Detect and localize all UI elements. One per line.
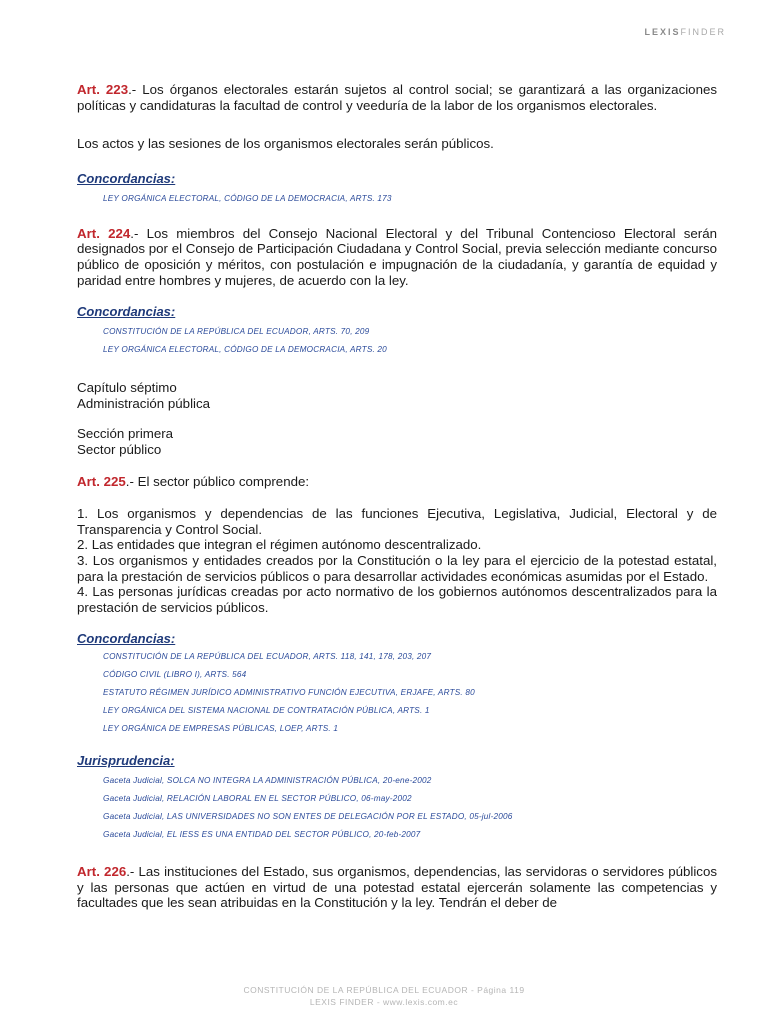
concordancia-link[interactable]: LEY ORGÁNICA ELECTORAL, CÓDIGO DE LA DEMOCRACIA, ARTS. 173: [103, 193, 392, 203]
list-item: 3. Los organismos y entidades creados por la Constitución o la ley para el ejercicio de la potestad estatal, para la prestación de servicios públicos o para desarrollar actividades económicas asumidas por el Estado.: [77, 552, 717, 584]
article-223-paragraph: Los actos y las sesiones de los organismos electorales serán públicos.: [77, 136, 494, 152]
concordancia-link[interactable]: LEY ORGÁNICA ELECTORAL, CÓDIGO DE LA DEMOCRACIA, ARTS. 20: [103, 345, 387, 355]
article-223: Art. 223.- Los órganos electorales estarán sujetos al control social; se garantizará a las organizaciones políticas y candidaturas la facultad de control y veeduría de la labor de los organismos electorales.: [77, 82, 718, 113]
list-item: 2. Las entidades que integran el régimen autónomo descentralizado.: [77, 537, 482, 553]
brand-logo: LEXISFINDER: [644, 27, 726, 37]
section-title: Sección primera: [77, 426, 174, 442]
page-footer: [0, 984, 768, 1008]
concordancia-link[interactable]: LEY ORGÁNICA DEL SISTEMA NACIONAL DE CONTRATACIÓN PÚBLICA, ARTS. 1: [103, 706, 430, 716]
concordancia-link[interactable]: CONSTITUCIÓN DE LA REPÚBLICA DEL ECUADOR, ARTS. 70, 209: [103, 327, 370, 337]
section-subtitle: Sector público: [77, 441, 162, 457]
jurisprudencia-link[interactable]: Gaceta Judicial, RELACIÓN LABORAL EN EL SECTOR PÚBLICO, 06-may-2002: [103, 794, 412, 804]
list-item: 4. Las personas jurídicas creadas por acto normativo de los gobiernos autónomos descentralizados para la prestación de servicios públicos.: [77, 584, 717, 615]
article-224: Art. 224.- Los miembros del Consejo Nacional Electoral y del Tribunal Contencioso Electoral serán designados por el Consejo de Participación Ciudadana y Control Social, previa selección mediante concurso público de oposición y méritos, con postulación e impugnación de la ciudadanía, y garantía de equidad y paridad entre hombres y mujeres, de acuerdo con la ley.: [77, 225, 717, 288]
article-225: Art. 225.- El sector público comprende:: [77, 473, 310, 489]
concordancia-link[interactable]: LEY ORGÁNICA DE EMPRESAS PÚBLICAS, LOEP, ARTS. 1: [103, 724, 339, 734]
chapter-title: Capítulo séptimo: [77, 380, 177, 396]
concordancias-heading: Concordancias:: [77, 170, 176, 186]
concordancia-link[interactable]: CÓDIGO CIVIL (LIBRO I), ARTS. 564: [103, 670, 247, 680]
list-item: 1. Los organismos y dependencias de las funciones Ejecutiva, Legislativa, Judicial, Electoral y de Transparencia y Control Social.: [77, 506, 717, 537]
concordancia-link[interactable]: CONSTITUCIÓN DE LA REPÚBLICA DEL ECUADOR, ARTS. 118, 141, 178, 203, 207: [103, 652, 432, 662]
jurisprudencia-link[interactable]: Gaceta Judicial, SOLCA NO INTEGRA LA ADMINISTRACIÓN PÚBLICA, 20-ene-2002: [103, 776, 432, 786]
document-body: [77, 82, 717, 911]
jurisprudencia-heading: Jurisprudencia:: [77, 753, 175, 769]
footer-site: LEXIS FINDER - www.lexis.com.ec: [309, 997, 459, 1007]
concordancias-heading: Concordancias:: [77, 304, 176, 320]
article-226: Art. 226.- Las instituciones del Estado, sus organismos, dependencias, las servidoras o servidores públicos y las personas que actúen en virtud de una potestad estatal ejercerán solamente las competencias y facultades que les sean atribuidas en la Constitución y la ley. Tendrán el deber de: [77, 864, 717, 911]
concordancia-link[interactable]: ESTATUTO RÉGIMEN JURÍDICO ADMINISTRATIVO FUNCIÓN EJECUTIVA, ERJAFE, ARTS. 80: [103, 688, 475, 698]
jurisprudencia-link[interactable]: Gaceta Judicial, LAS UNIVERSIDADES NO SON ENTES DE DELEGACIÓN POR EL ESTADO, 05-jul-2006: [103, 812, 513, 822]
chapter-subtitle: Administración pública: [77, 395, 211, 411]
article-number: Art. 223: [77, 82, 129, 97]
footer-title: CONSTITUCIÓN DE LA REPÚBLICA DEL ECUADOR - Página 119: [243, 985, 525, 995]
concordancias-heading: Concordancias:: [77, 631, 176, 647]
jurisprudencia-link[interactable]: Gaceta Judicial, EL IESS ES UNA ENTIDAD DEL SECTOR PÚBLICO, 20-feb-2007: [103, 830, 421, 840]
